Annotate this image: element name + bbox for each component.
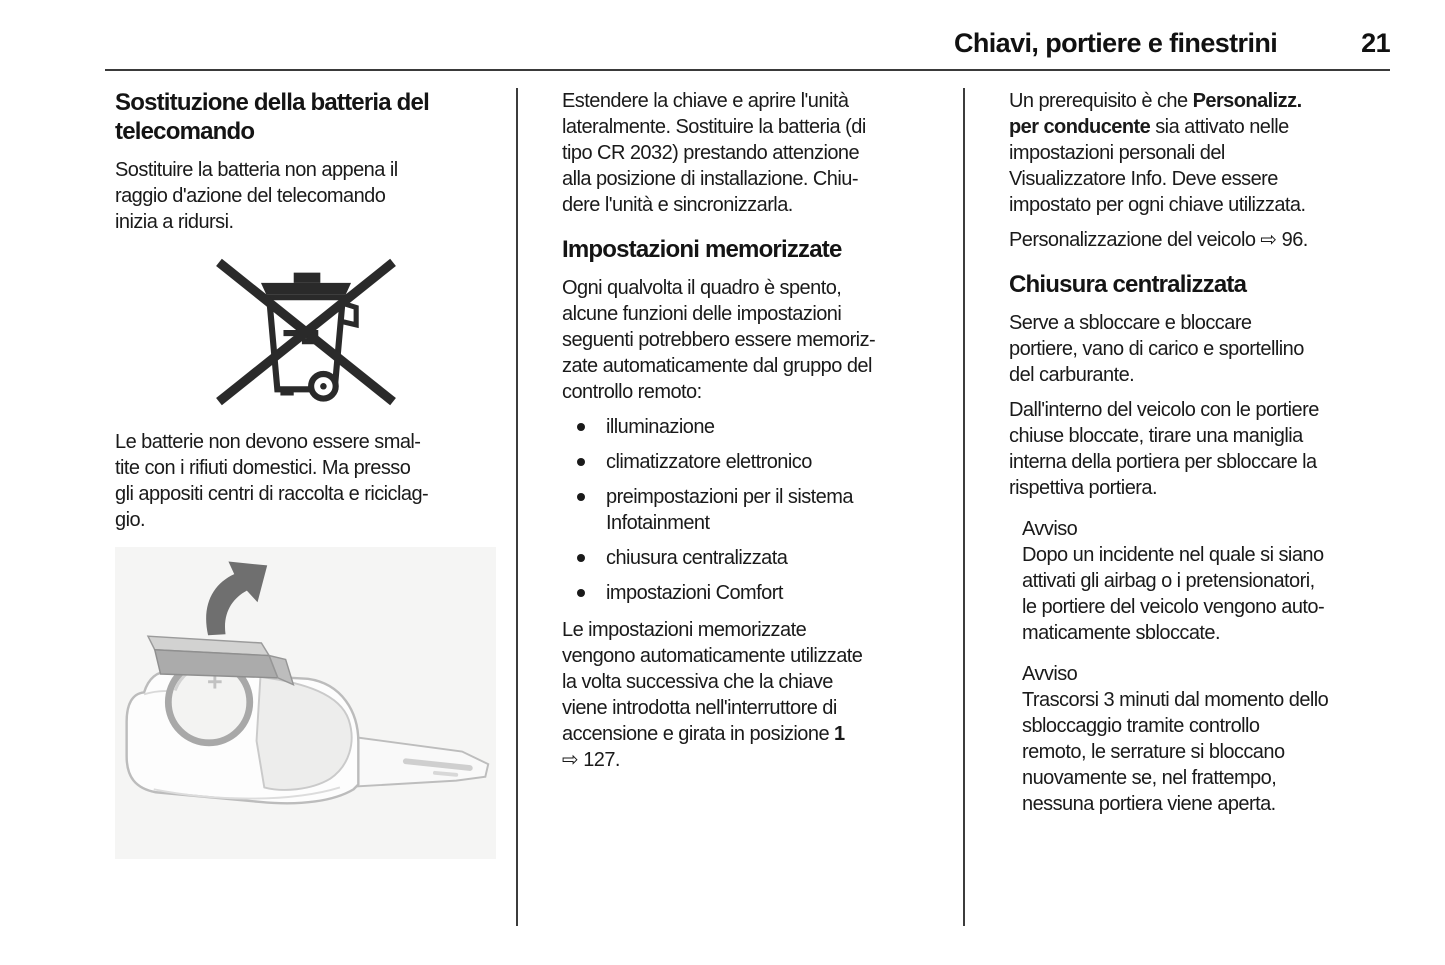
notice-block-airbag: [1009, 516, 1390, 646]
list-item-label: chiusura centralizzata: [606, 547, 788, 569]
list-item: [562, 580, 943, 606]
list-item: [562, 449, 943, 475]
bullet-icon: [577, 493, 585, 501]
para-replace-battery: Sostituire la batteria non appena il raggio d'azione del telecomando inizia a ridursi.: [115, 159, 398, 233]
list-item: [562, 484, 943, 536]
menu-option-name: Personalizz. per conducente: [1009, 90, 1302, 138]
para-stored-settings-intro: Ogni qualvolta il quadro è spento, alcune funzioni delle impostazioni seguenti potrebbero essere memoriz- zate automaticamente dal gruppo del controllo remoto:: [562, 277, 876, 403]
page-header: [105, 0, 1390, 71]
notice-text: Dopo un incidente nel quale si siano attivati gli airbag o i pretensionatori, le portiere del veicolo vengono auto- maticamente sbloccate.: [1022, 544, 1325, 644]
para-central-locking-purpose: Serve a sbloccare e bloccare portiere, vano di carico e sportellino del carburante.: [1009, 312, 1304, 386]
column-3: [1009, 88, 1390, 817]
notice-block-relock: [1009, 661, 1390, 817]
para-text: Le impostazioni memorizzate vengono automaticamente utilizzate la volta successiva che la chiave viene introdotta nell'interruttore di accensione e girata in posizione: [562, 619, 863, 745]
heading-stored-settings: Impostazioni memorizzate: [562, 236, 842, 263]
list-item-label: climatizzatore elettronico: [606, 451, 812, 473]
key-battery-figure: [115, 547, 496, 859]
para-battery-disposal: Le batterie non devono essere smal- tite con i rifiuti domestici. Ma presso gli appositi centri di raccolta e riciclag- gio.: [115, 431, 429, 531]
para-open-unit: Estendere la chiave e aprire l'unità lateralmente. Sostituire la batteria (di tipo CR 2032) prestando attenzione alla posizione di installazione. Chiu- dere l'unità e sincronizzarla.: [562, 90, 866, 216]
notice-title: Avviso: [1022, 518, 1078, 540]
para-unlock-from-inside: Dall'interno del veicolo con le portiere chiuse bloccate, tirare una maniglia interna della portiera per sbloccare la rispettiva portiera.: [1009, 399, 1319, 499]
page-reference-127: ⇨ 127.: [562, 749, 620, 771]
bullet-icon: [577, 589, 585, 597]
column-divider-2: [963, 88, 965, 926]
ignition-position-number: 1: [834, 723, 845, 745]
bullet-icon: [577, 458, 585, 466]
stored-settings-list: [562, 414, 943, 606]
weee-symbol-figure: [115, 245, 496, 417]
list-item-label: preimpostazioni per il sistema Infotainment: [606, 486, 853, 534]
list-item-label: impostazioni Comfort: [606, 582, 783, 604]
page-number: 21: [1361, 28, 1390, 58]
notice-text: Trascorsi 3 minuti dal momento dello sbloccaggio tramite controllo remoto, le serrature si bloccano nuovamente se, nel frattempo, nessuna portiera viene aperta.: [1022, 689, 1329, 815]
list-item: [562, 545, 943, 571]
heading-battery-replacement: Sostituzione della batteria del telecomando: [115, 89, 429, 145]
para-text: Un prerequisito è che: [1009, 90, 1193, 112]
bullet-icon: [577, 423, 585, 431]
para-prerequisite: [1009, 88, 1390, 218]
list-item: [562, 414, 943, 440]
column-divider-1: [516, 88, 518, 926]
remote-key-battery-illustration: [115, 547, 496, 859]
page-columns: [115, 88, 1390, 926]
bullet-icon: [577, 554, 585, 562]
para-personalization-reference: Personalizzazione del veicolo ⇨ 96.: [1009, 229, 1308, 251]
column-2: [562, 88, 943, 782]
heading-central-locking: Chiusura centralizzata: [1009, 271, 1247, 298]
column-1: [115, 88, 496, 859]
para-stored-settings-usage: [562, 617, 943, 773]
list-item-label: illuminazione: [606, 416, 715, 438]
notice-title: Avviso: [1022, 663, 1078, 685]
page-title: Chiavi, portiere e finestrini: [953, 28, 1278, 58]
crossed-out-wheeled-bin-icon: [202, 245, 410, 417]
para-text: sia attivato nelle impostazioni personali del Visualizzatore Info. Deve essere impostato per ogni chiave utilizzata.: [1009, 116, 1306, 216]
